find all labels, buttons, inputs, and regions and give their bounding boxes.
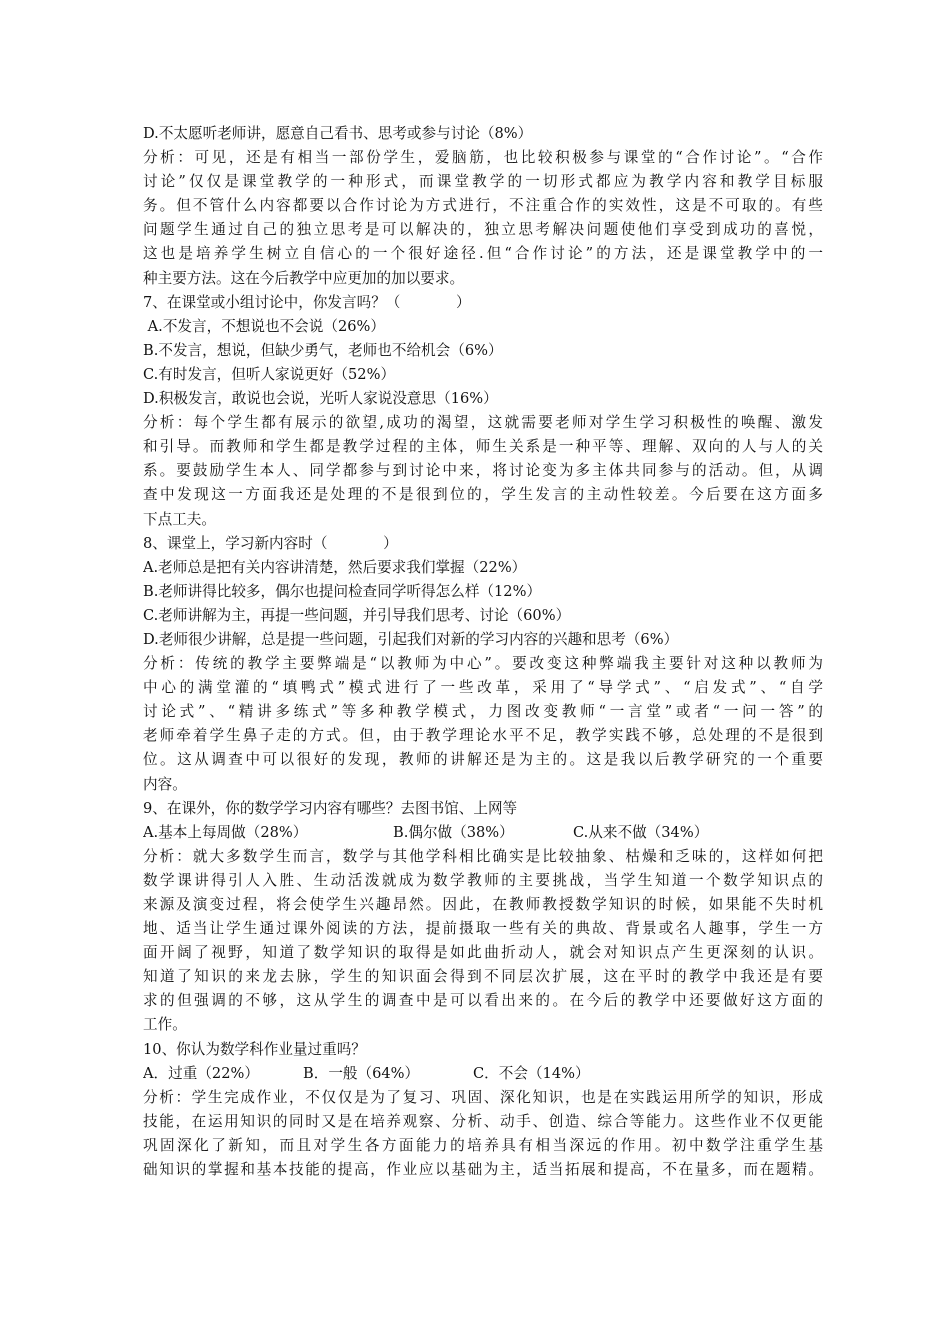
q9-analysis-line: 地、适当让学生通过课外阅读的方法，提前摄取一些有关的典故、背景或名人趣事，学生一方: [143, 920, 823, 938]
q7-option-c: C.有时发言，但听人家说更好（52%）: [143, 365, 396, 383]
q10-analysis-line: 巩固深化了新知，而且对学生各方面能力的培养具有相当深远的作用。初中数学注重学生基: [143, 1136, 823, 1154]
q10-question: 10、你认为数学科作业量过重吗？: [143, 1040, 366, 1058]
q8-question: 8、课堂上，学习新内容时（ ）: [143, 534, 398, 552]
q6-option-d: D.不太愿听老师讲，愿意自己看书、思考或参与讨论（8%）: [143, 125, 533, 142]
q6-analysis-line: 种主要方法。这在今后教学中应更加的加以要求。: [143, 269, 465, 287]
q9-analysis-line: 分析：就大多数学生而言，数学与其他学科相比确实是比较抽象、枯燥和乏味的，这样如何把: [143, 847, 823, 865]
q8-analysis-line: 老师牵着学生鼻子走的方式。但，由于教学理论水平不足，教学实践不够，总处理的不是很到: [143, 727, 823, 745]
q8-analysis-line: 内容。: [143, 775, 187, 793]
q7-analysis-line: 分析：每个学生都有展示的欲望,成功的渴望，这就需要老师对学生学习积极性的唤醒、激发: [143, 414, 823, 432]
q8-analysis-line: 中心的满堂灌的“填鸭式”模式进行了一些改革，采用了“导学式”、“启发式”、“自学: [143, 679, 823, 697]
q9-analysis-line: 数学课讲得引人入胜、生动活泼就成为数学教师的主要挑战，当学生知道一个数学知识点的: [143, 871, 823, 889]
q8-option-c: C.老师讲解为主，再提一些问题，并引导我们思考、讨论（60%）: [143, 606, 571, 624]
q9-analysis-line: 工作。: [143, 1016, 187, 1034]
q9-option-c: C.从来不做（34%）: [573, 823, 709, 841]
q8-analysis-line: 分析：传统的教学主要弊端是“以教师为中心”。要改变这种弊端我主要针对这种以教师为: [143, 655, 823, 673]
q7-option-b: B.不发言，想说，但缺少勇气，老师也不给机会（6%）: [143, 341, 503, 359]
q9-question: 9、在课外，你的数学学习内容有哪些？去图书馆、上网等: [143, 799, 518, 817]
q7-analysis-line: 查中发现这一方面我还是处理的不是很到位的，学生发言的主动性较差。今后要在这方面多: [143, 486, 823, 504]
q10-option-c: C．不会（14%）: [473, 1064, 590, 1082]
q10-options-row: [143, 1062, 823, 1086]
q7-analysis-line: 系。要鼓励学生本人、同学都参与到讨论中来，将讨论变为多主体共同参与的活动。但，从调: [143, 462, 823, 480]
q6-analysis-line: 问题学生通过自己的独立思考是可以解决的，独立思考解决问题使他们享受到成功的喜悦，: [143, 221, 823, 239]
q9-analysis-line: 求的但强调的不够，这从学生的调查中是可以看出来的。在今后的教学中还要做好这方面的: [143, 992, 823, 1010]
q10-analysis-line: 础知识的掌握和基本技能的提高，作业应以基础为主，适当拓展和提高，不在量多，而在题精。: [143, 1161, 823, 1179]
q7-question: 7、在课堂或小组讨论中，你发言吗？（ ）: [143, 293, 471, 311]
q8-analysis-line: 位。这从调查中可以很好的发现，教师的讲解还是为主的。这是我以后教学研究的一个重要: [143, 751, 823, 769]
q8-analysis-line: 讨论式”、“精讲多练式”等多种教学模式，力图改变教师“一言堂”或者“一问一答”的: [143, 703, 823, 721]
q7-analysis-line: 和引导。而教师和学生都是教学过程的主体，师生关系是一种平等、理解、双向的人与人的关: [143, 438, 823, 456]
q8-option-b: B.老师讲得比较多，偶尔也提问检查同学听得怎么样（12%）: [143, 582, 542, 600]
q6-analysis-line: 务。但不管什么内容都要以合作讨论为方式进行，不注重合作的实效性，这是不可取的。有些: [143, 197, 823, 215]
q8-option-d: D.老师很少讲解，总是提一些问题，引起我们对新的学习内容的兴趣和思考（6%）: [143, 630, 679, 648]
q9-analysis-line: 来源及演变过程，将会使学生兴趣昂然。因此，在教师教授数学知识的时候，如果能不失时机: [143, 896, 823, 913]
q6-analysis-line: 这也是培养学生树立自信心的一个很好途径.但“合作讨论”的方法，还是课堂教学中的一: [143, 245, 823, 263]
q10-option-a: A．过重（22%）: [143, 1064, 259, 1082]
q10-analysis-line: 分析：学生完成作业，不仅仅是为了复习、巩固、深化知识，也是在实践运用所学的知识，形成: [143, 1088, 823, 1106]
q10-option-b: B．一般（64%）: [303, 1064, 420, 1082]
q9-option-b: B.偶尔做（38%）: [393, 823, 514, 841]
q8-option-a: A.老师总是把有关内容讲清楚，然后要求我们掌握（22%）: [143, 558, 527, 576]
q10-analysis-line: 技能，在运用知识的同时又是在培养观察、分析、动手、创造、综合等能力。这些作业不仅更能: [143, 1112, 823, 1130]
q6-analysis-line: 分析：可见，还是有相当一部份学生，爱脑筋，也比较积极参与课堂的“合作讨论”。“合作: [143, 149, 823, 167]
q6-analysis-line: 讨论”仅仅是课堂教学的一种形式，而课堂教学的一切形式都应为教学内容和教学目标服: [143, 173, 823, 191]
q7-analysis-line: 下点工夫。: [143, 510, 216, 528]
q9-analysis-line: 面开阔了视野，知道了数学知识的取得是如此曲折动人，就会对知识点产生更深刻的认识。: [143, 944, 823, 962]
q9-analysis-line: 知道了知识的来龙去脉，学生的知识面会得到不同层次扩展，这在平时的教学中我还是有要: [143, 968, 823, 986]
q9-options-row: [143, 821, 823, 845]
q7-option-d: D.积极发言，敢说也会说，光听人家说没意思（16%）: [143, 390, 498, 408]
document-page: [143, 122, 823, 1182]
q9-option-a: A.基本上每周做（28%）: [143, 823, 308, 841]
q7-option-a: A.不发言，不想说也不会说（26%）: [143, 317, 385, 335]
